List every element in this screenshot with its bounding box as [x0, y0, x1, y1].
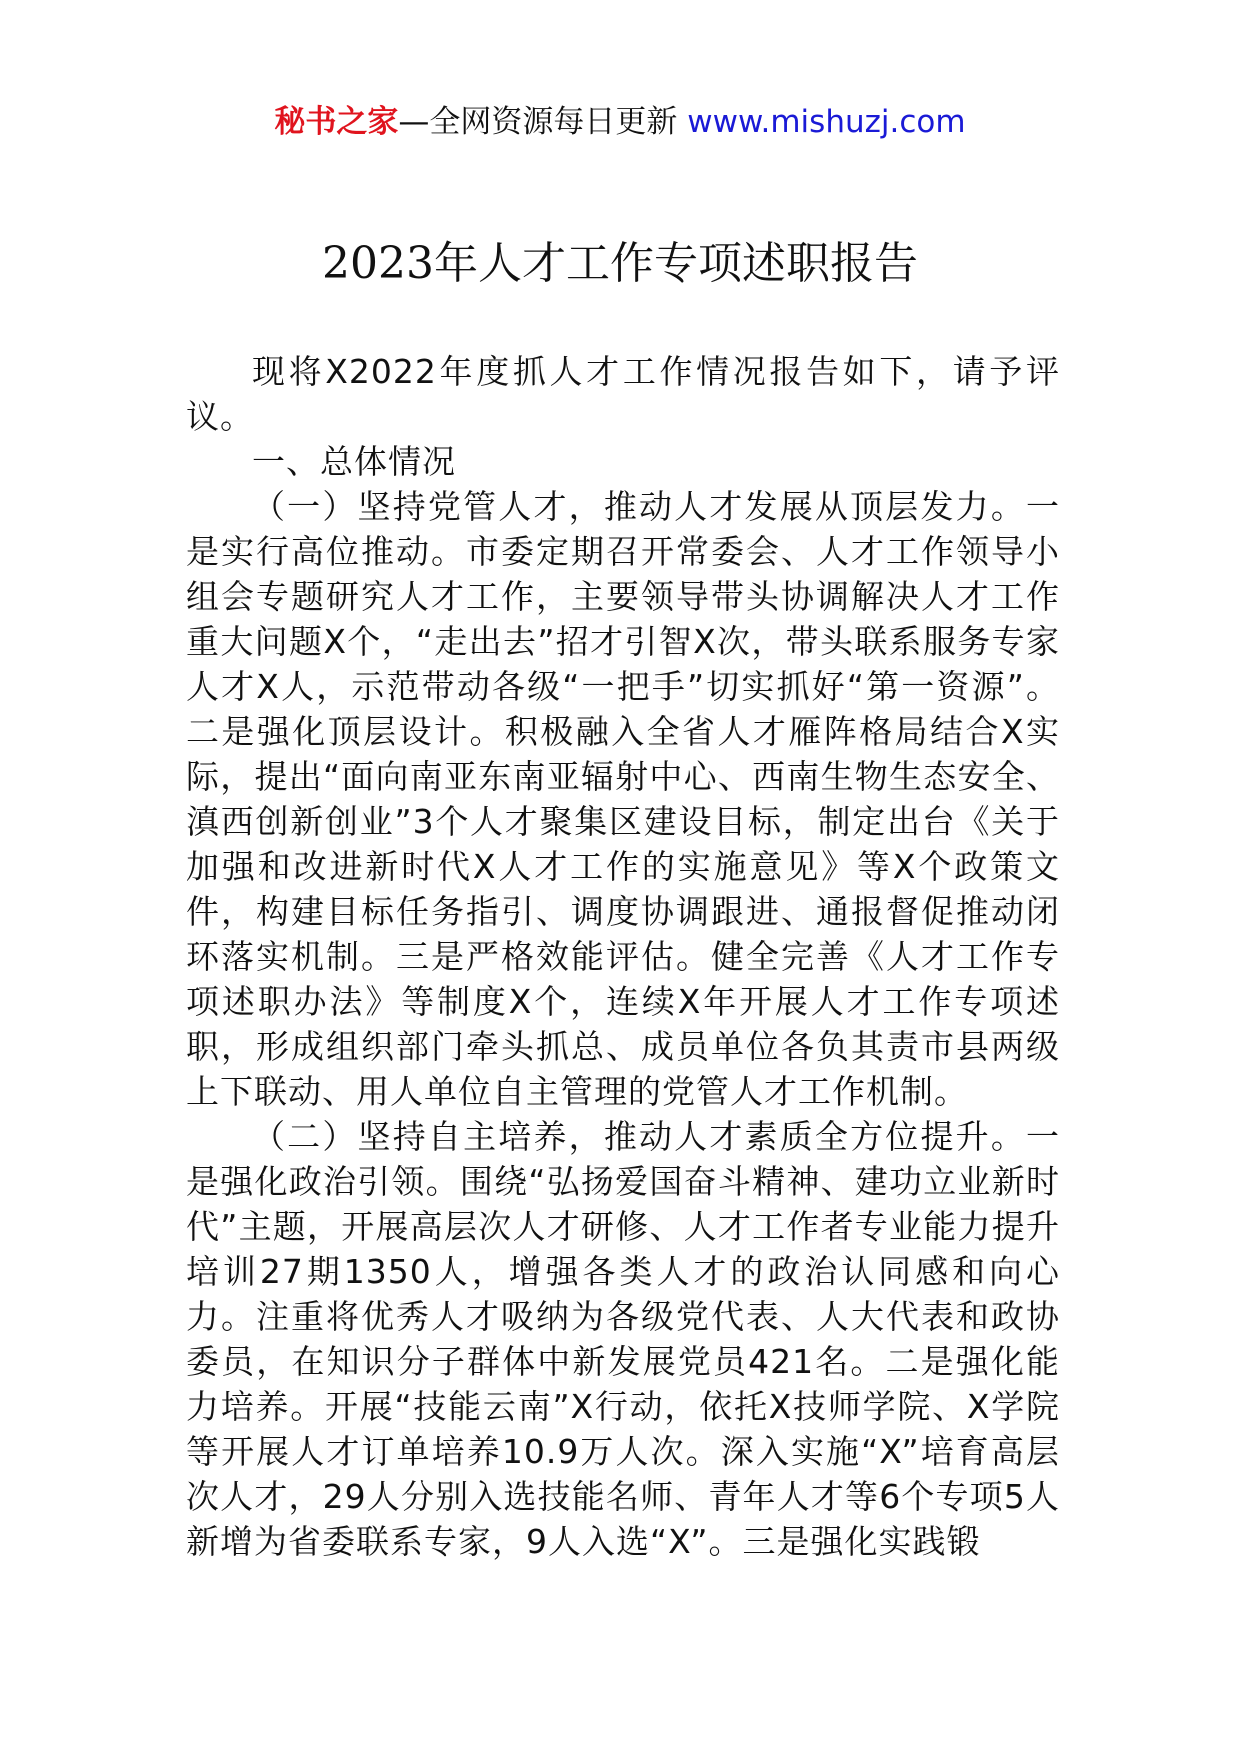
site-url-link[interactable]: www.mishuzj.com [687, 104, 966, 140]
document-body [186, 349, 1060, 1564]
document-title: 2023年人才工作专项述职报告 [322, 238, 918, 289]
section-heading: 一、总体情况 [252, 442, 456, 481]
body-paragraph: （一）坚持党管人才，推动人才发展从顶层发力。一是实行高位推动。市委定期召开常委会、人才工作领导小组会专题研究人才工作，主要领导带头协调解决人才工作重大问题X个，“走出去”招才引智X次，带头联系服务专家人才X人，示范带动各级“一把手”切实抓好“第一资源”。二是强化顶层设计。积极融入全省人才雁阵格局结合X实际，提出“面向南亚东南亚辐射中心、西南生物生态安全、滇西创新创业”3个人才聚集区建设目标，制定出台《关于加强和改进新时代X人才工作的实施意见》等X个政策文件，构建目标任务指引、调度协调跟进、通报督促推动闭环落实机制。三是严格效能评估。健全完善《人才工作专项述职办法》等制度X个，连续X年开展人才工作专项述职，形成组织部门牵头抓总、成员单位各负其责市县两级上下联动、用人单位自主管理的党管人才工作机制。 [186, 487, 1060, 1111]
brand-name: 秘书之家 [274, 104, 399, 140]
site-banner [0, 100, 1240, 144]
body-paragraph: （二）坚持自主培养，推动人才素质全方位提升。一是强化政治引领。围绕“弘扬爱国奋斗精神、建功立业新时代”主题，开展高层次人才研修、人才工作者专业能力提升培训27期1350人，增强各类人才的政治认同感和向心力。注重将优秀人才吸纳为各级党代表、人大代表和政协委员，在知识分子群体中新发展党员421名。二是强化能力培养。开展“技能云南”X行动，依托X技师学院、X学院等开展人才订单培养10.9万人次。深入实施“X”培育高层次人才，29人分别入选技能名师、青年人才等6个专项5人新增为省委联系专家，9人入选“X”。三是强化实践锻 [186, 1117, 1060, 1561]
intro-paragraph: 现将X2022年度抓人才工作情况报告如下，请予评议。 [186, 352, 1060, 436]
banner-tagline: —全网资源每日更新 [398, 104, 678, 140]
